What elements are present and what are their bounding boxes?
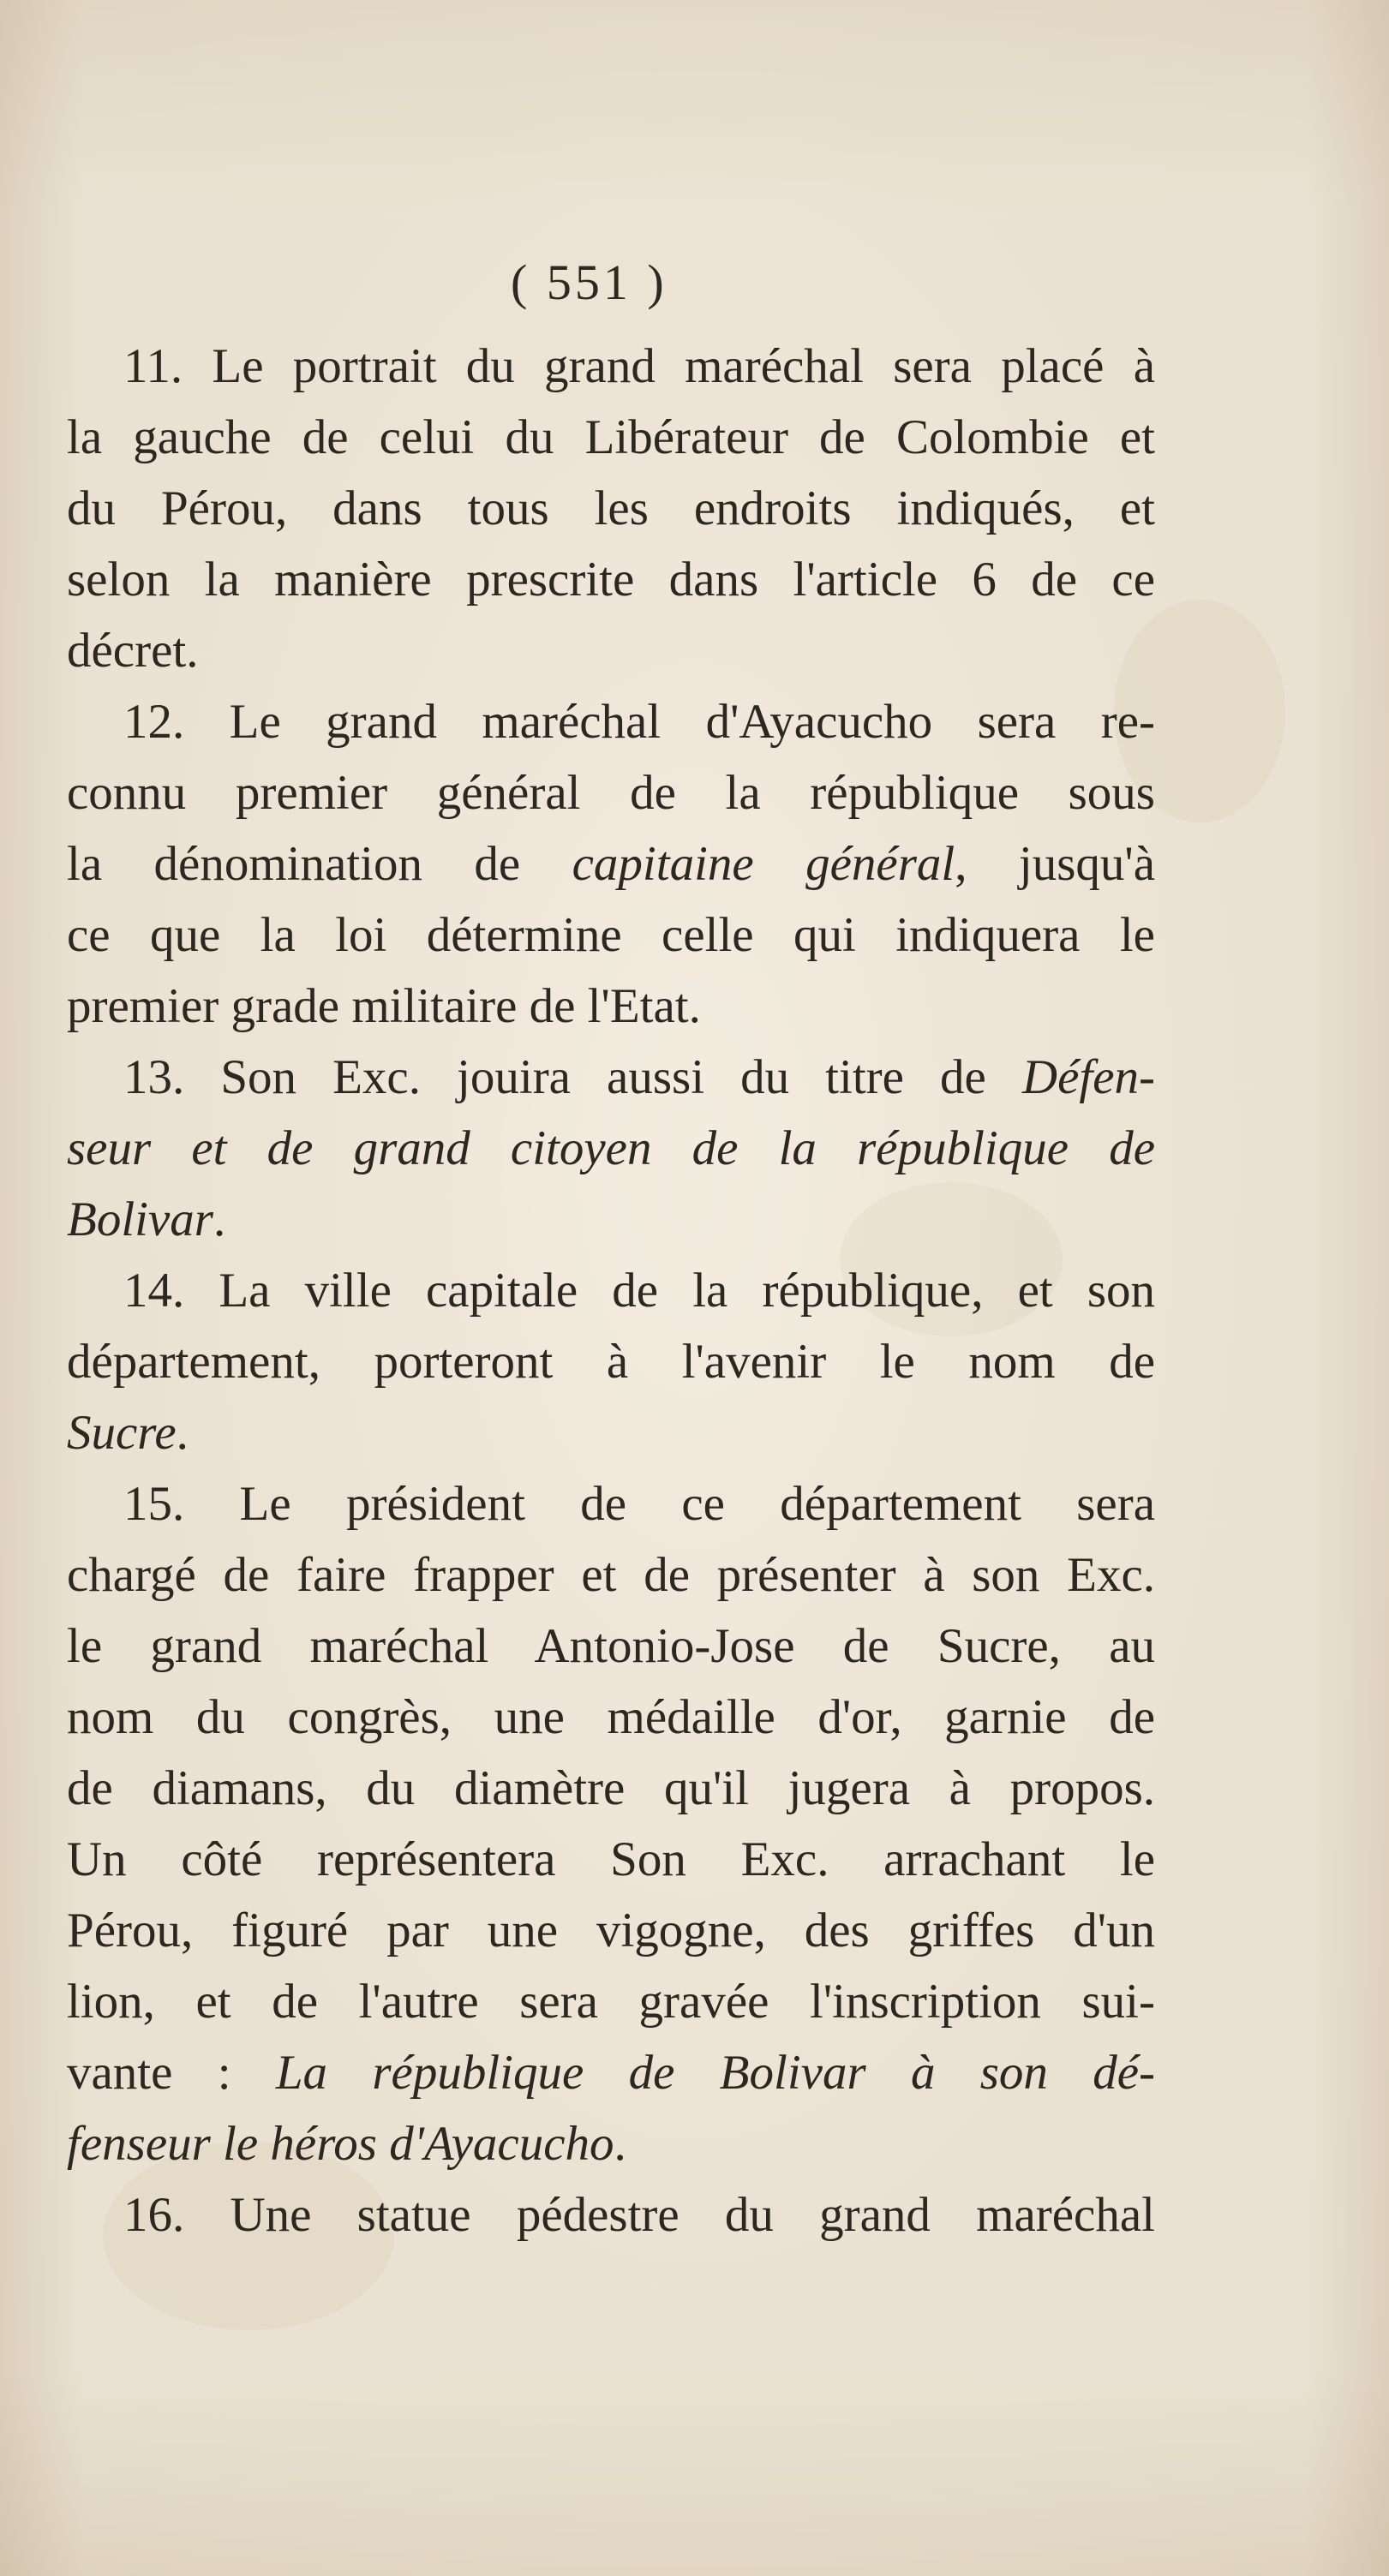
- text-line: [67, 757, 1155, 828]
- line-text: le grand maréchal Antonio-Jose de Sucre, au: [67, 1619, 1155, 1673]
- line-text: Un côté représentera Son Exc. arrachant le: [67, 1832, 1155, 1886]
- line-text: 14. La ville capitale de la république, et son: [123, 1264, 1155, 1318]
- text-line: [67, 1468, 1155, 1539]
- text-line: [67, 971, 1155, 1042]
- text-line: [67, 1113, 1155, 1184]
- line-text: premier grade militaire de l'Etat.: [67, 979, 701, 1033]
- text-line: [67, 1255, 1155, 1326]
- italic-text: seur et de grand citoyen de la république de: [67, 1121, 1155, 1175]
- line-text: 11. Le portrait du grand maréchal sera placé à: [123, 339, 1155, 393]
- line-text: lion, et de l'autre sera gravée l'inscription sui-: [67, 1975, 1155, 2029]
- line-text-tail: .: [176, 1406, 189, 1460]
- text-line: [67, 1397, 1155, 1468]
- line-text-tail: , jusqu'à: [955, 837, 1155, 891]
- text-line: [67, 544, 1155, 615]
- line-text-tail: .: [213, 1192, 226, 1246]
- line-text: la dénomination de: [67, 837, 572, 891]
- text-line: [67, 1184, 1155, 1255]
- line-text: 15. Le président de ce département sera: [123, 1477, 1155, 1531]
- line-text: de diamans, du diamètre qu'il jugera à propos.: [67, 1761, 1155, 1815]
- text-line: [67, 402, 1155, 473]
- line-text: 12. Le grand maréchal d'Ayacucho sera re-: [123, 695, 1155, 749]
- italic-text: Sucre: [67, 1406, 177, 1460]
- text-line: [67, 1042, 1155, 1113]
- text-line: [67, 686, 1155, 757]
- italic-text: fenseur le héros d'Ayacucho: [67, 2117, 614, 2171]
- line-text: connu premier général de la république sous: [67, 766, 1155, 820]
- italic-text: Bolivar: [67, 1192, 213, 1246]
- line-text: la gauche de celui du Libérateur de Colombie et: [67, 410, 1155, 464]
- text-line: [67, 828, 1155, 900]
- italic-text: La république de Bolivar à son dé-: [275, 2046, 1155, 2100]
- line-text: décret.: [67, 624, 199, 678]
- line-text: selon la manière prescrite dans l'article 6 de ce: [67, 553, 1155, 607]
- text-line: [67, 1895, 1155, 1966]
- text-line: [67, 900, 1155, 971]
- text-line: [67, 1682, 1155, 1753]
- italic-text: capitaine général: [572, 837, 955, 891]
- text-line: [67, 1753, 1155, 1824]
- line-text: Pérou, figuré par une vigogne, des griffes d'un: [67, 1904, 1155, 1957]
- page-number: ( 551 ): [511, 254, 668, 310]
- text-line: [67, 2108, 1155, 2179]
- line-text: du Pérou, dans tous les endroits indiqués, et: [67, 481, 1155, 535]
- line-text: 13. Son Exc. jouira aussi du titre de: [123, 1050, 1022, 1104]
- line-text: ce que la loi détermine celle qui indiquera le: [67, 908, 1155, 962]
- text-line: [67, 2179, 1155, 2250]
- text-line: [67, 331, 1155, 402]
- text-line: [67, 473, 1155, 544]
- line-text: chargé de faire frapper et de présenter à son Exc.: [67, 1548, 1155, 1602]
- text-line: [67, 1966, 1155, 2037]
- text-line: [67, 615, 1155, 686]
- line-text: département, porteront à l'avenir le nom de: [67, 1335, 1155, 1389]
- text-line: [67, 1326, 1155, 1397]
- body-text: [67, 331, 1155, 2250]
- text-line: [67, 1824, 1155, 1895]
- text-line: [67, 1539, 1155, 1611]
- line-text: 16. Une statue pédestre du grand maréchal: [123, 2188, 1155, 2242]
- line-text-tail: .: [614, 2117, 626, 2171]
- line-text: nom du congrès, une médaille d'or, garnie de: [67, 1690, 1155, 1744]
- italic-text: Défen-: [1021, 1050, 1155, 1104]
- text-line: [67, 1611, 1155, 1682]
- text-line: [67, 2037, 1155, 2108]
- line-text: vante :: [67, 2046, 276, 2100]
